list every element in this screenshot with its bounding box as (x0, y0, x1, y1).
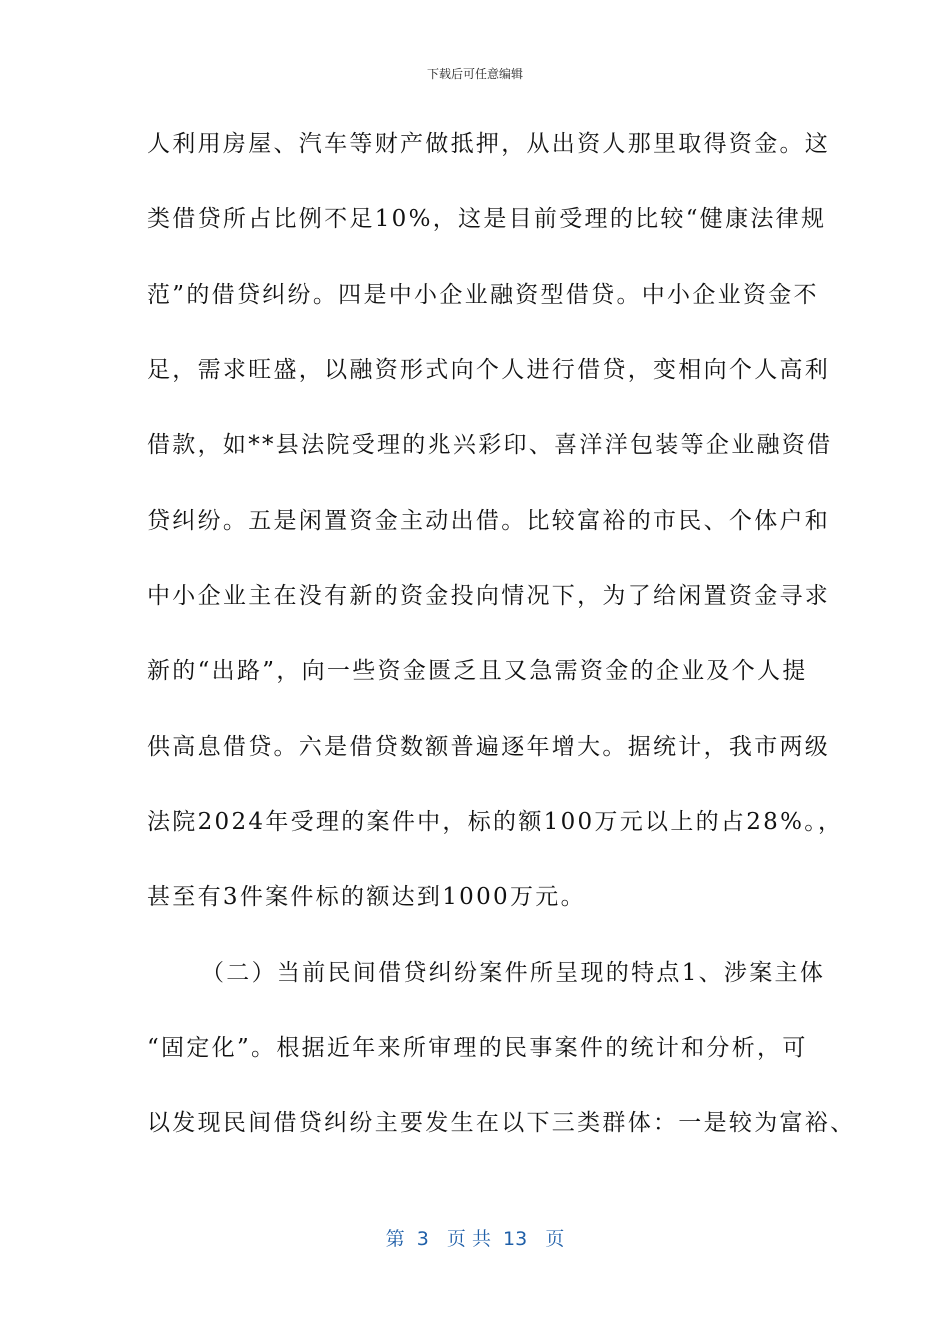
text-line: 范”的借贷纠纷。四是中小企业融资型借贷。中小企业资金不 (147, 282, 819, 308)
text-line: “固定化”。根据近年来所审理的民事案件的统计和分析，可 (147, 1035, 808, 1061)
text-line: 类借贷所占比例不足10%，这是目前受理的比较“健康法律规 (147, 206, 827, 232)
text-line: 人利用房屋、汽车等财产做抵押，从出资人那里取得资金。这 (147, 131, 831, 157)
text-line: 甚至有3件案件标的额达到1000万元。 (147, 884, 586, 910)
text-line: 贷纠纷。五是闲置资金主动出借。比较富裕的市民、个体户和 (147, 508, 831, 534)
page-header: 下载后可任意编辑 (426, 67, 523, 81)
text-line: 法院2024年受理的案件中，标的额100万元以上的占28%。， (147, 809, 844, 835)
page-number-footer: 第 3 页 共 13 页 (385, 1228, 565, 1250)
text-line: 以发现民间借贷纠纷主要发生在以下三类群体：一是较为富裕、 (147, 1110, 856, 1136)
text-line: 供高息借贷。六是借贷数额普遍逐年增大。据统计，我市两级 (147, 734, 831, 760)
paragraph-first-line: （二）当前民间借贷纠纷案件所呈现的特点1、涉案主体 (201, 960, 826, 986)
text-line: 借款，如**县法院受理的兆兴彩印、喜洋洋包装等企业融资借 (147, 432, 833, 458)
text-line: 新的“出路”，向一些资金匮乏且又急需资金的企业及个人提 (147, 658, 808, 684)
text-line: 中小企业主在没有新的资金投向情况下，为了给闲置资金寻求 (147, 583, 831, 609)
text-line: 足，需求旺盛，以融资形式向个人进行借贷，变相向个人高利 (147, 357, 831, 383)
